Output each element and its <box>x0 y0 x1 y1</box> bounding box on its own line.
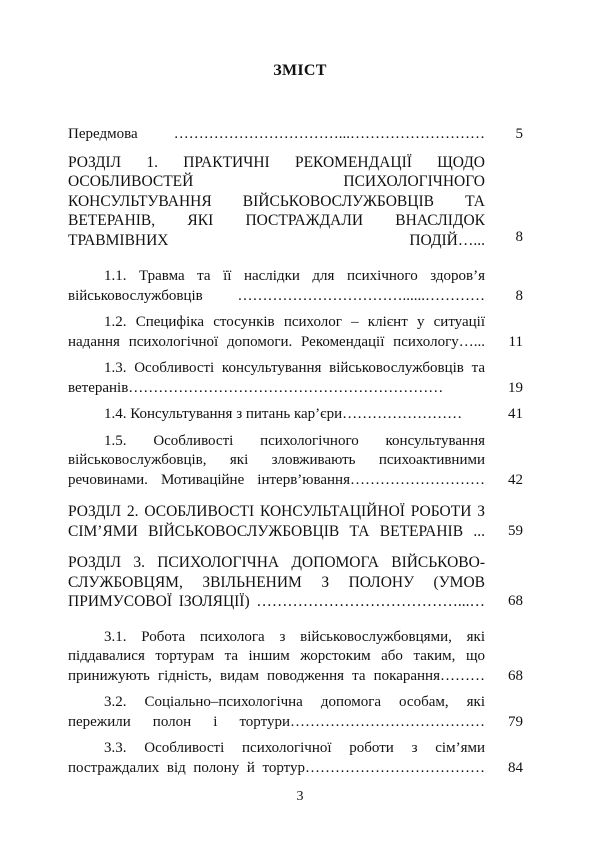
toc-entry-page: 41 <box>508 406 523 422</box>
toc-entry-1-2 <box>68 313 523 352</box>
toc-entry-text: РОЗДІЛ 1. ПРАКТИЧНІ РЕКОМЕНДАЦІЇ ЩОДО ОСОБЛИВОСТЕЙ ПСИХОЛОГІЧНОГО КОНСУЛЬТУВАННЯ ВІЙСЬКОВОСЛУЖБОВЦІВ ТА ВЕТЕРАНІВ, ЯКІ ПОСТРАЖДАЛИ ВНАСЛІДОК ТРАВМІВНИХ ПОДІЙ…... <box>68 153 485 249</box>
toc-entry-text: РОЗДІЛ 3. ПСИХОЛОГІЧНА ДОПОМОГА ВІЙСЬКОВО-СЛУЖБОВЦЯМ, ЗВІЛЬНЕНИМ З ПОЛОНУ (УМОВ ПРИМУСОВОЇ ІЗОЛЯЦІЇ) …………………………………...… <box>68 554 485 610</box>
toc-entry-text: 1.4. Консультування з питань кар’єри…………………… <box>104 406 463 422</box>
toc-entry-1-5 <box>68 432 523 491</box>
toc-entry-page: 5 <box>515 126 523 142</box>
toc-entry-text: 3.1. Робота психолога з військовослужбовцями, які піддавалися тортурам та іншим жорстоким або таким, що принижують гідність, видам поводження та покарання……… <box>68 628 485 684</box>
toc-entry-text: 3.2. Соціально–психологічна допомога особам, які пережили полон і тортури………………………………… <box>68 694 485 730</box>
page-title: ЗМІСТ <box>273 62 327 79</box>
toc-entry-text: 1.2. Специфіка стосунків психолог – клієнт у ситуації надання психологічної допомоги. Рекомендації психологу…... <box>68 314 485 350</box>
toc-entry-page: 68 <box>508 593 523 609</box>
toc-entry-1-4 <box>68 405 523 425</box>
toc-entry-page: 42 <box>508 471 523 488</box>
toc-entry-page: 68 <box>508 667 523 684</box>
table-of-contents <box>68 125 523 778</box>
toc-entry-1-3 <box>68 359 523 398</box>
toc-entry-text: 1.5. Особливості психологічного консультування військовослужбовців, які зловживають психоактивними речовинами. Мотиваційне інтерв’ювання……………………… <box>68 432 485 488</box>
toc-entry-page: 8 <box>515 287 523 304</box>
page-number: 3 <box>296 789 304 804</box>
toc-entry-1-1 <box>68 267 523 306</box>
toc-entry-page: 11 <box>508 333 523 350</box>
toc-entry-3-1 <box>68 628 523 687</box>
toc-entry-page: 59 <box>508 522 523 539</box>
toc-entry-text: 3.3. Особливості психологічної роботи з сім’ями постраждалих від полону й тортур……………………………… <box>68 740 485 776</box>
toc-entry-text: 1.1. Травма та її наслідки для психічного здоров’я військовослужбовців ……………………………......………… <box>68 268 485 304</box>
toc-entry-text: Передмова ……………………………...……………………… <box>68 126 485 142</box>
toc-entry-text: 1.3. Особливості консультування військовослужбовців та ветеранів……………………………………………………… <box>68 360 485 396</box>
toc-entry-chapter-3 <box>68 553 523 612</box>
toc-entry-3-2 <box>68 693 523 732</box>
toc-entry-text: РОЗДІЛ 2. ОСОБЛИВОСТІ КОНСУЛЬТАЦІЙНОЇ РОБОТИ З СІМ’ЯМИ ВІЙСЬКОВОСЛУЖБОВЦІВ ТА ВЕТЕРАНІВ ... <box>68 503 485 540</box>
toc-entry-chapter-2 <box>68 502 523 541</box>
toc-entry-page: 19 <box>508 379 523 396</box>
toc-entry-page: 84 <box>508 759 523 776</box>
toc-entry-page: 8 <box>515 228 523 245</box>
toc-entry-chapter-1 <box>68 153 523 251</box>
toc-entry-3-3 <box>68 739 523 778</box>
toc-entry-page: 79 <box>508 713 523 730</box>
toc-entry-preface <box>68 125 523 145</box>
